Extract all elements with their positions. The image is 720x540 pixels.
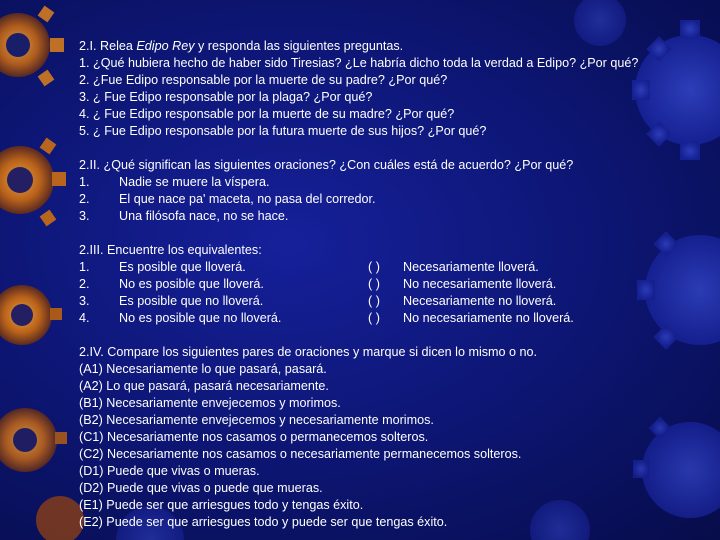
list-item: 3. Una filósofa nace, no se hace.: [79, 209, 289, 223]
gear-icon: [0, 408, 67, 472]
answer-blank: ( ): [368, 277, 380, 291]
sentence-line: (E2) Puede ser que arriesgues todo y puede ser que tengas éxito.: [79, 515, 448, 529]
sentence-line: (C1) Necesariamente nos casamos o permanecemos solteros.: [79, 430, 429, 444]
gear-icon: [0, 6, 64, 87]
gear-icon: [0, 138, 66, 227]
sentence-line: (B2) Necesariamente envejecemos y necesariamente morimos.: [79, 413, 434, 427]
matching-row: 4. No es posible que no lloverá. ( ) No necesariamente no lloverá.: [79, 311, 574, 325]
gear-icon: [0, 285, 62, 345]
matching-row: 2. No es posible que lloverá. ( ) No necesariamente lloverá.: [79, 277, 557, 291]
sentence-line: (D2) Puede que vivas o puede que mueras.: [79, 481, 323, 495]
question-line: 2. ¿Fue Edipo responsable por la muerte de su padre? ¿Por qué?: [79, 73, 448, 87]
answer-blank: ( ): [368, 260, 380, 274]
question-line: 1. ¿Qué hubiera hecho de haber sido Tiresias? ¿Le habría dicho toda la verdad a Edipo? ¿Por qué?: [79, 56, 639, 70]
sentence-line: (B1) Necesariamente envejecemos y morimos.: [79, 396, 341, 410]
sentence-line: (E1) Puede ser que arriesgues todo y tengas éxito.: [79, 498, 364, 512]
matching-row: 1. Es posible que lloverá. ( ) Necesariamente lloverá.: [79, 260, 539, 274]
slide-content: [79, 38, 709, 531]
question-line: 5. ¿ Fue Edipo responsable por la futura muerte de sus hijos? ¿Por qué?: [79, 124, 487, 138]
question-line: 4. ¿ Fue Edipo responsable por la muerte de su madre? ¿Por qué?: [79, 107, 455, 121]
list-item: 2. El que nace pa' maceta, no pasa del corredor.: [79, 192, 376, 206]
section-title: 2.IV. Compare los siguientes pares de oraciones y marque si dicen lo mismo o no.: [79, 345, 538, 359]
section-title: 2.II. ¿Qué significan las siguientes oraciones? ¿Con cuáles está de acuerdo? ¿Por qué?: [79, 158, 574, 172]
gear-icon: [36, 496, 84, 540]
question-line: 3. ¿ Fue Edipo responsable por la plaga? ¿Por qué?: [79, 90, 373, 104]
list-item: 1. Nadie se muere la víspera.: [79, 175, 270, 189]
sentence-line: (C2) Necesariamente nos casamos o necesariamente permanecemos solteros.: [79, 447, 522, 461]
section-title: 2.I. Relea Edipo Rey y responda las siguientes preguntas.: [79, 39, 404, 53]
sentence-line: (A2) Lo que pasará, pasará necesariamente.: [79, 379, 329, 393]
sentence-line: (D1) Puede que vivas o mueras.: [79, 464, 260, 478]
answer-blank: ( ): [368, 294, 380, 308]
matching-row: 3. Es posible que no lloverá. ( ) Necesariamente no lloverá.: [79, 294, 557, 308]
section-title: 2.III. Encuentre los equivalentes:: [79, 243, 262, 257]
sentence-line: (A1) Necesariamente lo que pasará, pasará.: [79, 362, 327, 376]
answer-blank: ( ): [368, 311, 380, 325]
